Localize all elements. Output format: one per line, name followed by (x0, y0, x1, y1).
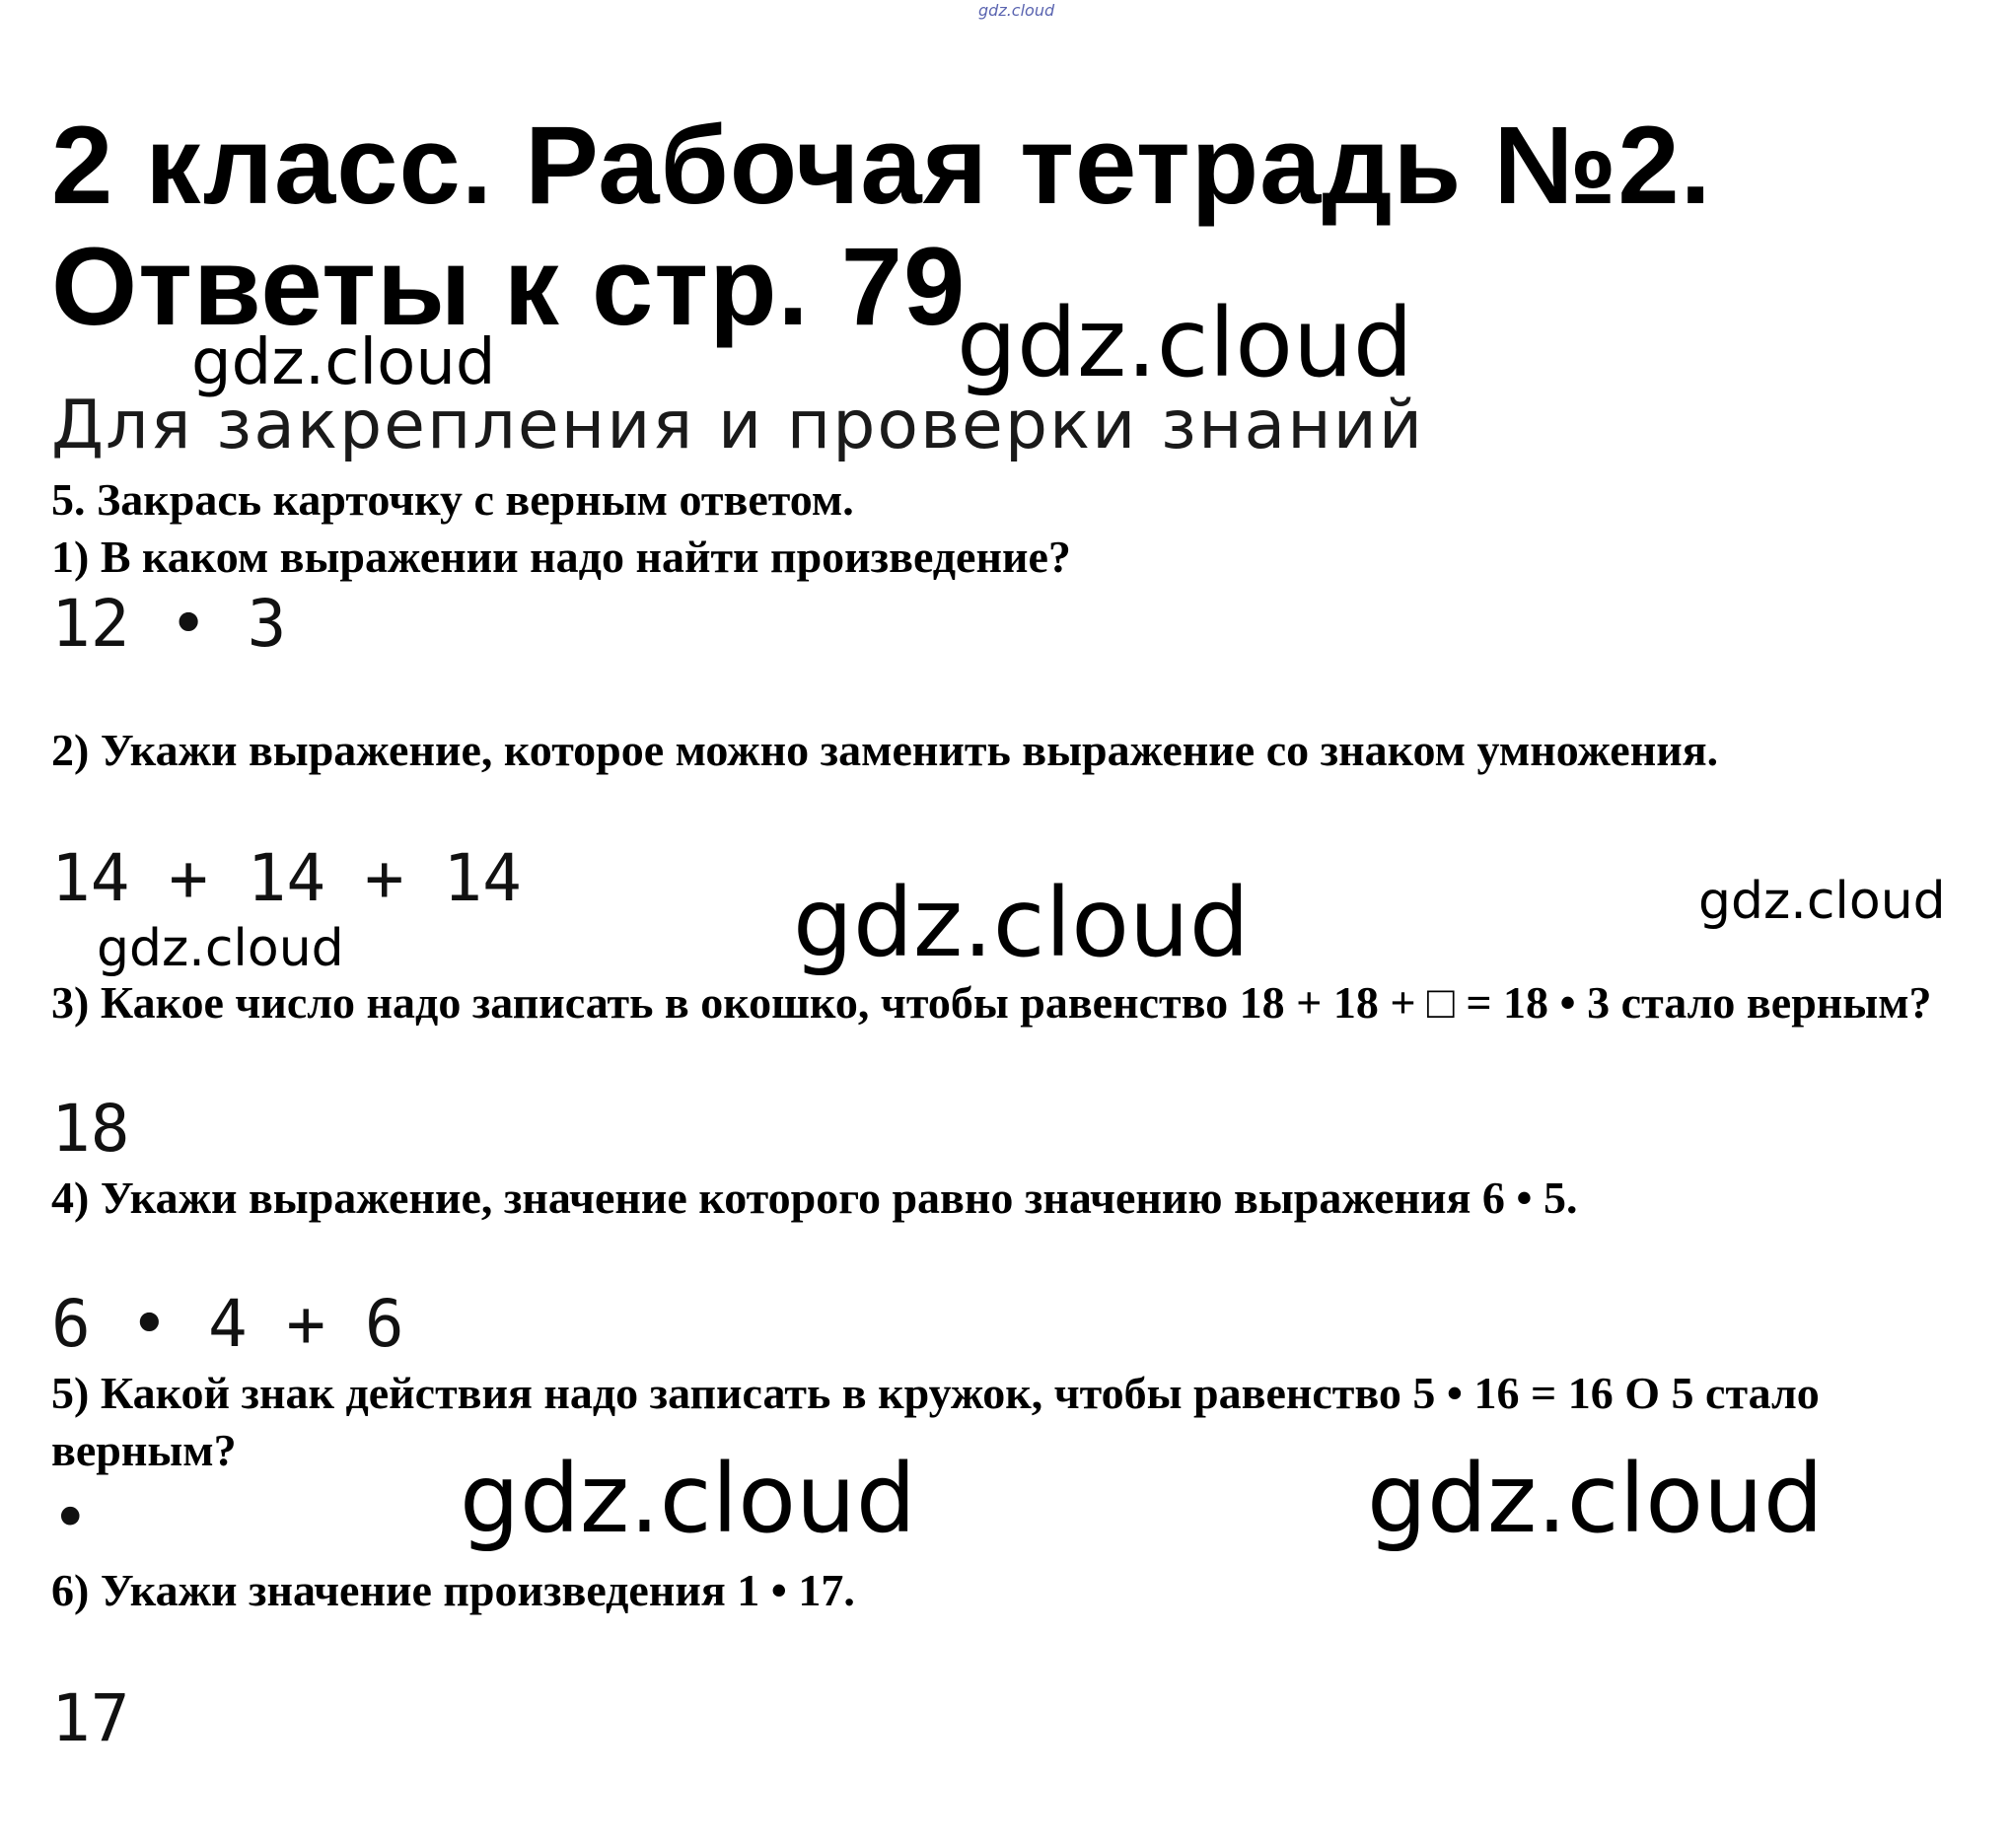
page-title-line2: Ответы к стр. 79 (51, 225, 967, 348)
page-title-line1: 2 класс. Рабочая тетрадь №2. (51, 104, 1712, 227)
question-1: 1) В каком выражении надо найти произведение? (51, 532, 1071, 582)
watermark: gdz.cloud (1698, 872, 1946, 931)
answer-6: 17 (51, 1680, 130, 1756)
watermark-top: gdz.cloud (978, 1, 1055, 20)
question-2: 2) Укажи выражение, которое можно заменить выражение со знаком умножения. (51, 725, 1719, 775)
answer-3: 18 (51, 1091, 130, 1167)
question-6: 6) Укажи значение произведения 1 • 17. (51, 1565, 855, 1615)
watermark: gdz.cloud (957, 288, 1413, 398)
question-3: 3) Какое число надо записать в окошко, чтобы равенство 18 + 18 + □ = 18 • 3 стало верным? (51, 977, 1932, 1028)
task-heading: 5. Закрась карточку с верным ответом. (51, 474, 854, 525)
watermark: gdz.cloud (793, 868, 1250, 978)
watermark: gdz.cloud (460, 1444, 916, 1554)
answer-1: 12 • 3 (51, 586, 287, 662)
question-5: 5) Какой знак действия надо записать в кружок, чтобы равенство 5 • 16 = 16 О 5 стало верным? (51, 1368, 1820, 1475)
watermark: gdz.cloud (191, 326, 496, 399)
answer-4: 6 • 4 + 6 (51, 1286, 404, 1362)
watermark: gdz.cloud (1367, 1444, 1824, 1554)
answer-2: 14 + 14 + 14 (51, 840, 522, 916)
question-4: 4) Укажи выражение, значение которого равно значению выражения 6 • 5. (51, 1173, 1578, 1223)
section-subtitle: Для закрепления и проверки знаний (51, 387, 1425, 464)
watermark: gdz.cloud (97, 919, 344, 978)
answer-5: • (51, 1482, 90, 1555)
